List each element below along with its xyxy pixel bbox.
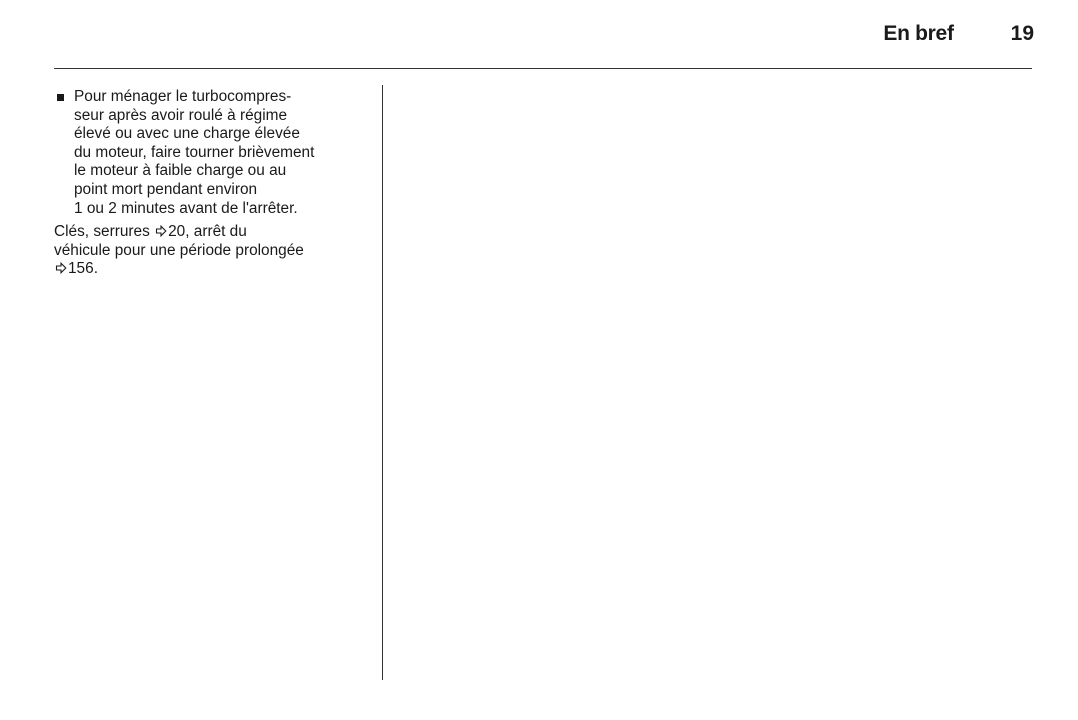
column-divider xyxy=(382,85,383,680)
xref-text-keys-locks: Clés, serrures xyxy=(54,223,150,241)
page-number: 19 xyxy=(1010,22,1034,45)
xref-text-end: . xyxy=(93,260,98,278)
bullet-line: élevé ou avec une charge élevée xyxy=(74,125,300,143)
para-line-2: véhicule pour une période prolongée xyxy=(54,241,304,259)
bullet-item xyxy=(54,88,372,218)
xref-page-ref[interactable]: 20 xyxy=(168,223,186,241)
cross-reference-paragraph xyxy=(54,223,372,279)
page-header xyxy=(883,22,1034,52)
para-line-1 xyxy=(54,223,372,242)
section-title: En bref xyxy=(883,22,954,45)
left-column xyxy=(54,88,372,279)
bullet-line: seur après avoir roulé à régime xyxy=(74,106,288,124)
bullet-line: 1 ou 2 minutes avant de l'arrêter. xyxy=(74,199,298,217)
header-rule xyxy=(54,68,1032,69)
para-line-3 xyxy=(54,260,372,279)
xref-text-suffix: , arrêt du xyxy=(185,223,247,241)
bullet-line: du moteur, faire tourner brièvement xyxy=(74,143,315,161)
bullet-line: le moteur à faible charge ou au xyxy=(74,162,287,180)
cross-reference-arrow-icon xyxy=(155,225,167,237)
bullet-line: point mort pendant environ xyxy=(74,180,258,198)
square-bullet-icon xyxy=(57,94,64,101)
xref-page-ref[interactable]: 156 xyxy=(68,260,94,278)
bullet-line: Pour ménager le turbocompres- xyxy=(74,88,292,105)
cross-reference-arrow-icon xyxy=(55,262,67,274)
